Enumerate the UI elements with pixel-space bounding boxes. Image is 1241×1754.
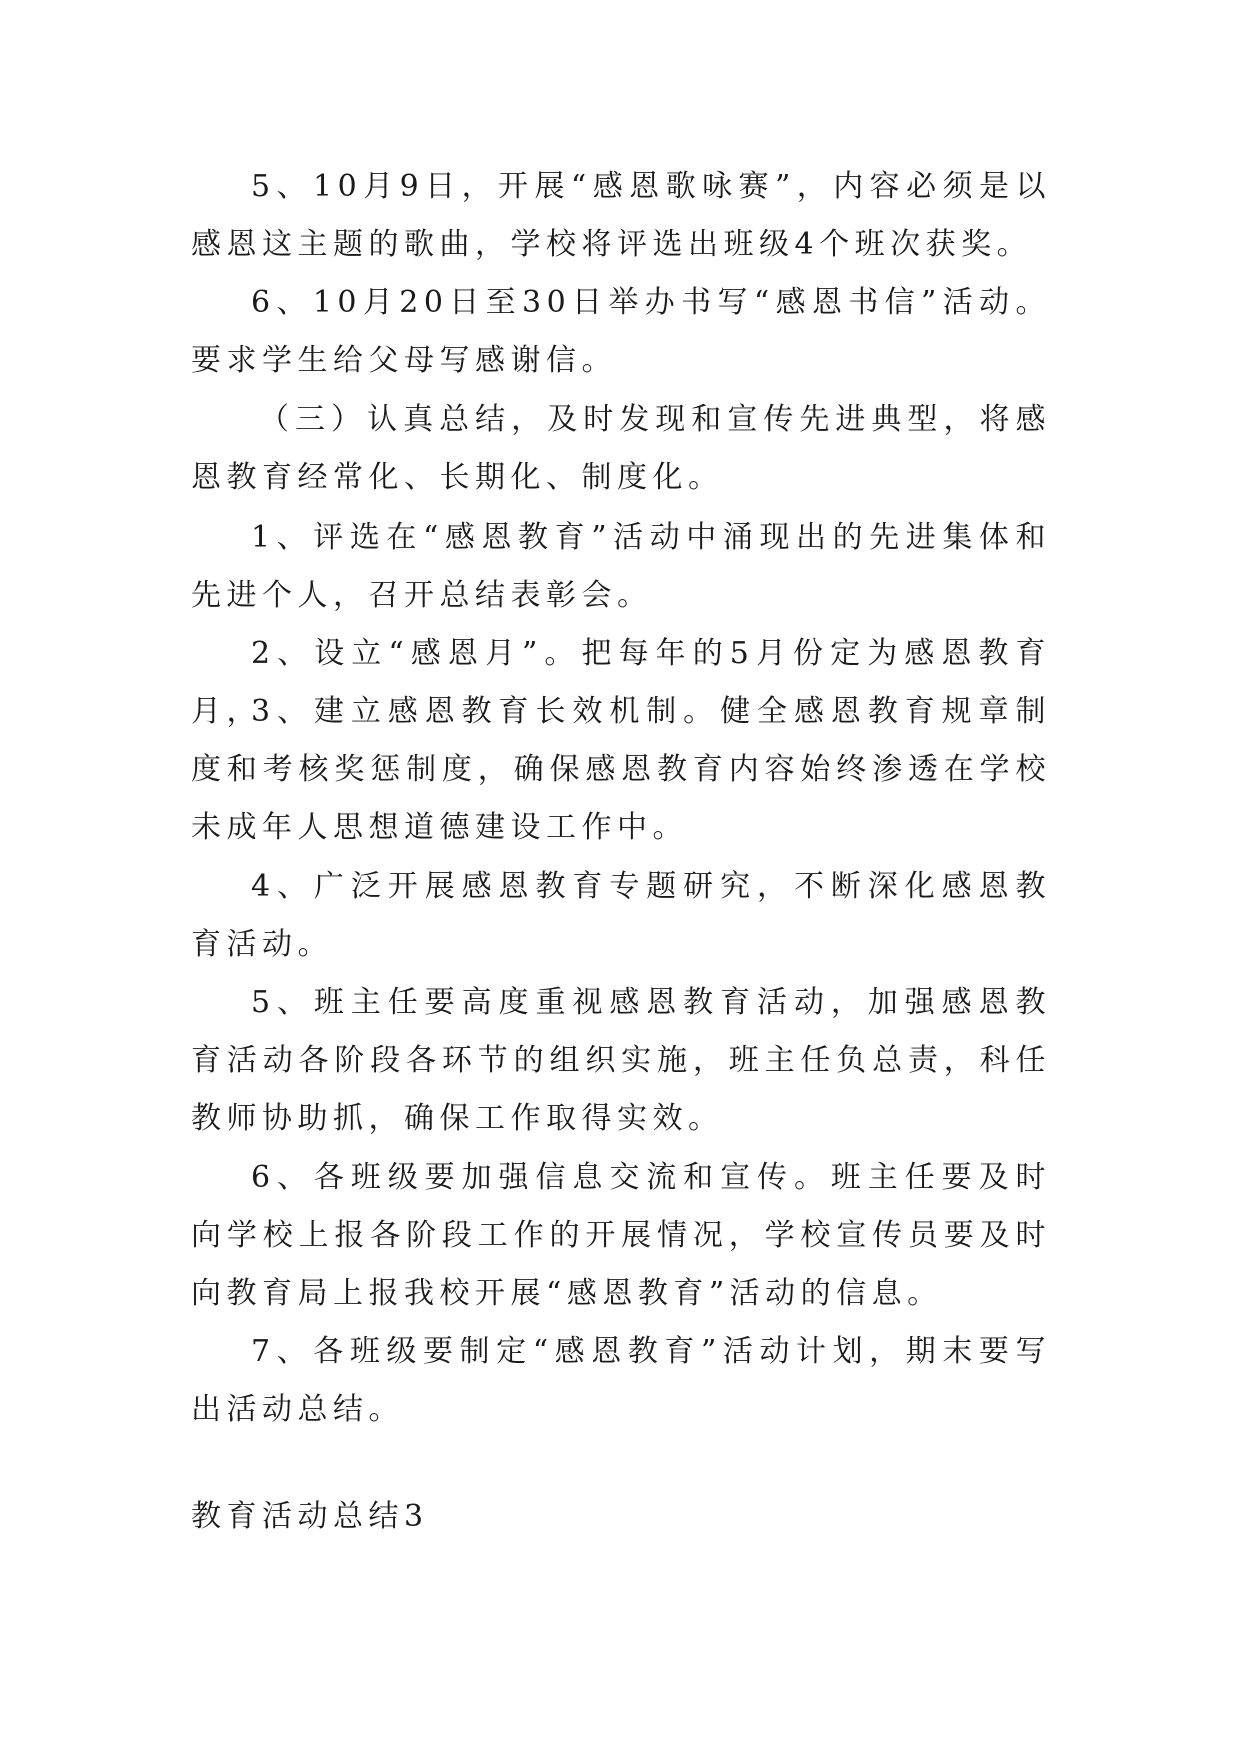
paragraph-letter-activity: 6、10月20日至30日举办书写“感恩书信”活动。要求学生给父母写感谢信。	[191, 285, 1051, 378]
paragraph-song-contest: 5、10月9日，开展“感恩歌咏赛”，内容必须是以感恩这主题的歌曲，学校将评选出班级4个班次获奖。	[191, 169, 1051, 262]
paragraph-item-1: 1、评选在“感恩教育”活动中涌现出的先进集体和先进个人，召开总结表彰会。	[191, 520, 1051, 613]
paragraph-item-3: 3、建立感恩教育长效机制。健全感恩教育规章制度和考核奖惩制度，确保感恩教育内容始终渗透在学校未成年人思想道德建设工作中。	[191, 694, 1051, 845]
paragraph-item-4: 4、广泛开展感恩教育专题研究，不断深化感恩教育活动。	[191, 869, 1051, 962]
paragraph-section-three: （三）认真总结，及时发现和宣传先进典型，将感恩教育经常化、长期化、制度化。	[191, 402, 1051, 495]
paragraph-item-5: 5、班主任要高度重视感恩教育活动，加强感恩教育活动各阶段各环节的组织实施，班主任负总责，科任教师协助抓，确保工作取得实效。	[191, 985, 1051, 1136]
paragraph-item-6: 6、各班级要加强信息交流和宣传。班主任要及时向学校上报各阶段工作的开展情况，学校宣传员要及时向教育局上报我校开展“感恩教育”活动的信息。	[191, 1160, 1051, 1311]
section-heading: 教育活动总结3	[191, 1499, 429, 1534]
paragraph-item-7: 7、各班级要制定“感恩教育”活动计划，期末要写出活动总结。	[191, 1334, 1051, 1427]
paragraph-item-2: 2、设立“感恩月”。把每年的5月份定为感恩教育月，	[191, 636, 1051, 729]
